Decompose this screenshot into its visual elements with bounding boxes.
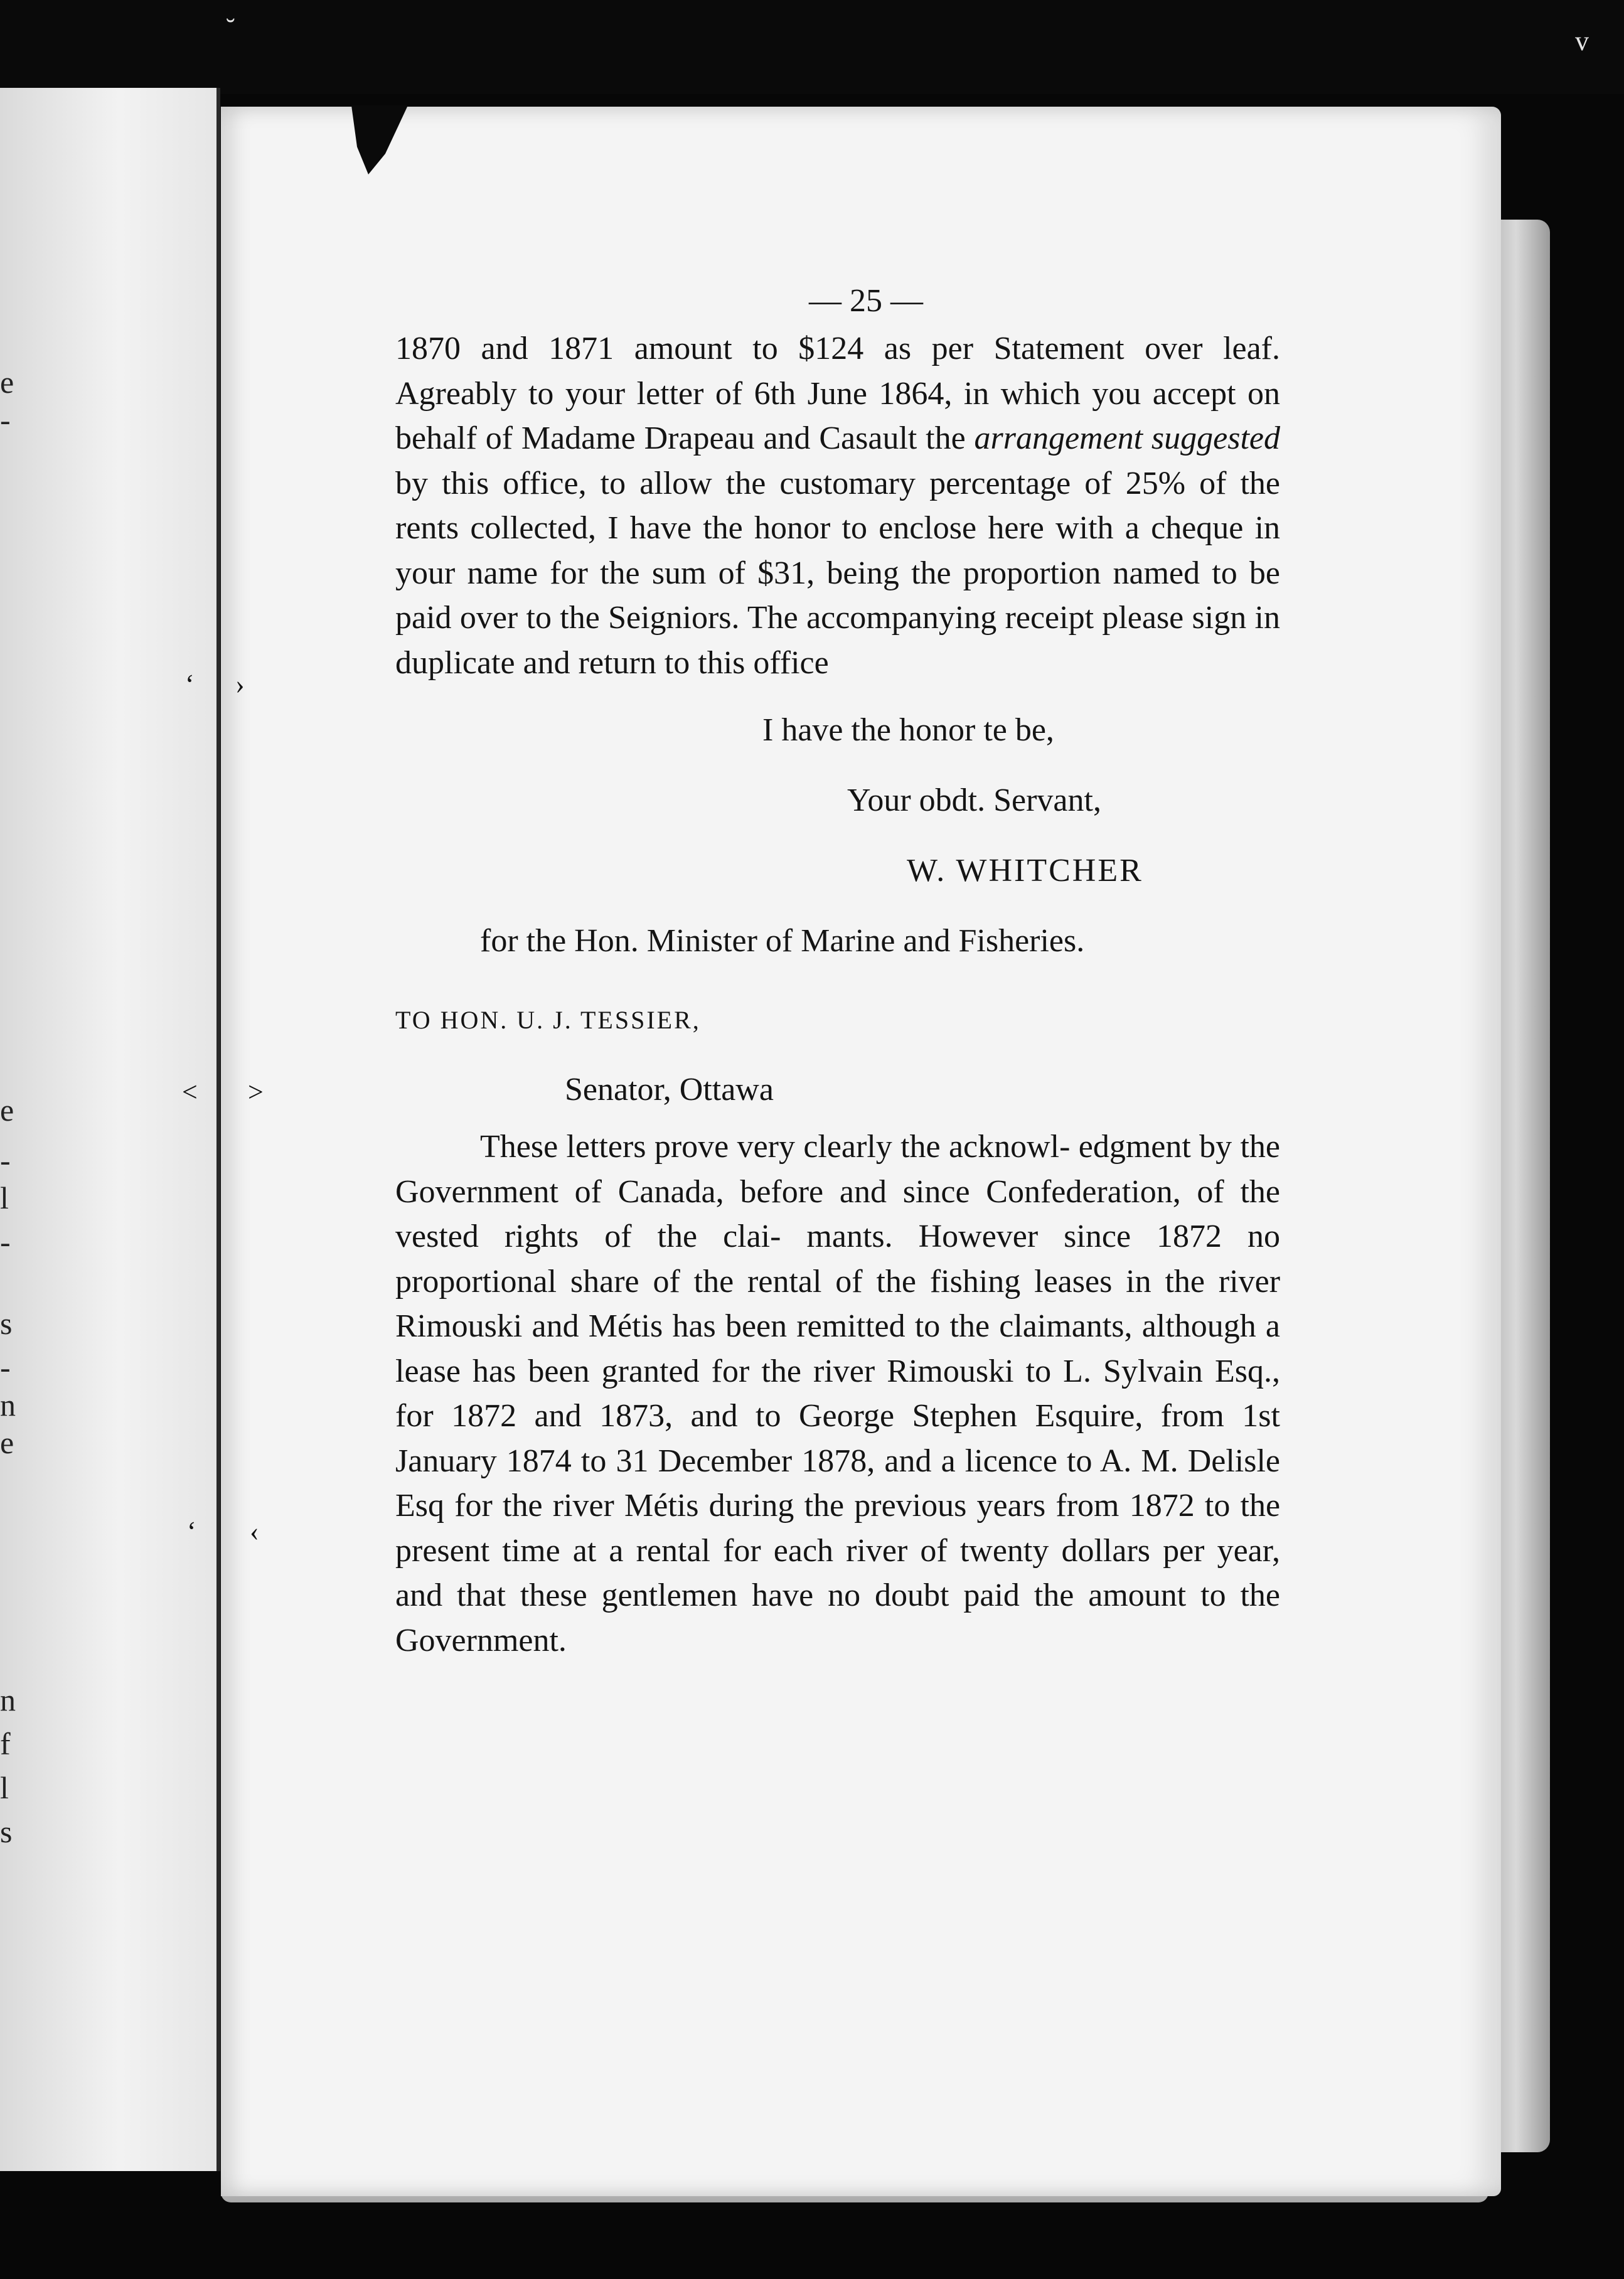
edge-letter: s [0, 1814, 13, 1849]
edge-letter: n [0, 1682, 16, 1717]
text-line: have no doubt paid the amount to the Government. [395, 1577, 1280, 1658]
page-text [395, 276, 1280, 1663]
edge-letter: e [0, 365, 14, 400]
closing-phrase: I have the honor te be, [762, 712, 1054, 748]
text-line: for the river Métis during the previous years from [454, 1488, 1119, 1524]
text-line: proportion named to be paid over to the Seigniors. [395, 555, 1281, 636]
text-line: 31 December 1878, and a licence to A. M. Delisle Esq [395, 1443, 1281, 1524]
text-line: The accompanying receipt please sign in duplicate and [395, 600, 1280, 681]
edge-letter: - [0, 1224, 11, 1259]
signature: W. WHITCHER [907, 853, 1143, 889]
scan-speck: ˘ [226, 13, 235, 44]
text-line: and Métis has been remitted to the claimants, although [532, 1308, 1256, 1344]
text-line: leaf. Agreably to your letter of 6th June 1864, in [395, 331, 1281, 412]
text-line: return to this office [578, 644, 829, 681]
scan-speck: v [1575, 26, 1589, 56]
text-line: the rental of the fishing leases in the river Rimouski [395, 1263, 1281, 1344]
text-line: These letters prove very clearly the acknowl- [480, 1129, 1071, 1165]
binding-mark: ‘ [187, 1516, 196, 1547]
edge-letter: l [0, 1770, 9, 1805]
page-stack-edge [1493, 220, 1550, 2152]
edge-letter: l [0, 1180, 9, 1215]
text-line: Casault the [819, 420, 975, 456]
text-line: mants. However since 1872 no proportional share of [395, 1219, 1280, 1300]
signatory-title: for the Hon. Minister of Marine and Fisheries. [480, 923, 1085, 959]
edge-letter: - [0, 1143, 11, 1178]
text-line: a lease has been granted for the river Rimouski [395, 1308, 1281, 1389]
italic-phrase: arrangement suggested [974, 420, 1280, 456]
text-line: twenty dollars per year, and that these gentlemen [395, 1532, 1280, 1613]
addressee-place: Senator, Ottawa [565, 1072, 774, 1107]
text-line: 1870 and 1871 amount to $124 as per Statement over [395, 331, 1203, 366]
text-line: which you accept on behalf of Madame Drapeau and [395, 375, 1281, 456]
commentary-paragraph [395, 1124, 1280, 1663]
edge-letter: f [0, 1726, 11, 1761]
text-line: 1872 to the present time at a rental for each river of [395, 1488, 1281, 1569]
text-line: cheque in your name for the sum of $31, being the [395, 510, 1281, 591]
addressee: TO HON. U. J. TESSIER, [395, 1006, 701, 1034]
page-number: — 25 — [809, 283, 923, 319]
text-line: by this office, to [395, 465, 626, 501]
edge-letter: n [0, 1387, 16, 1422]
scan-background-top [0, 0, 1624, 94]
text-line: to L. Sylvain Esq., for 1872 and 1873, and to [395, 1353, 1281, 1434]
text-line: since Confederation, of the vested rights of the clai- [395, 1173, 1281, 1254]
text-line: George Stephen Esquire, from 1st January 1874 to [395, 1398, 1280, 1479]
binding-mark: ˂ [182, 1077, 198, 1107]
text-line: edgment by the Government of Canada, before and [395, 1129, 1280, 1210]
binding-mark: ˃ [248, 1077, 264, 1107]
edge-letter: e [0, 1092, 14, 1128]
letter-body [395, 326, 1280, 685]
binding-mark: ‘ [185, 669, 195, 700]
edge-letter: s [0, 1306, 13, 1341]
letter-closing [395, 695, 1280, 976]
edge-letter: - [0, 1350, 11, 1385]
binding-mark: ‹ [250, 1516, 259, 1547]
facing-page-left [0, 88, 220, 2171]
text-line: collected, I have the honor to enclose here with a [470, 510, 1140, 546]
edge-letter: e [0, 1425, 14, 1460]
edge-letter: - [0, 402, 11, 437]
text-line: allow the customary percentage of 25% of the rents [395, 465, 1280, 546]
closing-servant: Your obdt. Servant, [847, 782, 1101, 818]
binding-mark: › [235, 669, 245, 700]
